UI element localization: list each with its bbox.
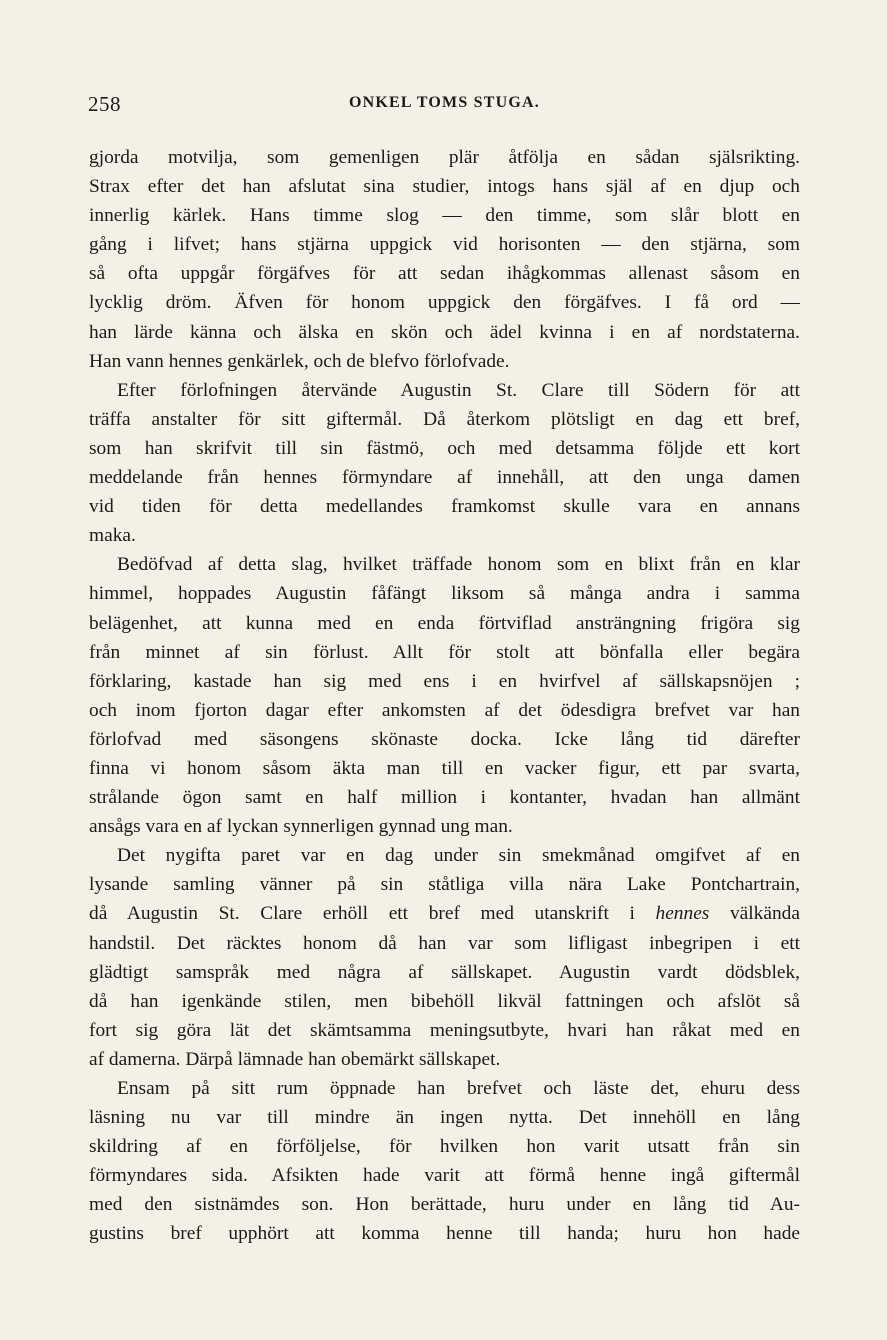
text-line: lycklig dröm. Äfven för honom uppgick den förgäfves. I få ord — — [89, 292, 800, 314]
text-line: maka. — [89, 525, 136, 547]
text-line: af damerna. Därpå lämnade han obemärkt sällskapet. — [89, 1048, 501, 1070]
text-line: finna vi honom såsom äkta man till en vacker figur, ett par svarta, — [89, 757, 800, 779]
text-line: fort sig göra lät det skämtsamma meningsutbyte, hvari han råkat med en — [89, 1019, 800, 1041]
text-line: belägenhet, att kunna med en enda förtviflad ansträngning frigöra sig — [89, 612, 800, 634]
text-line: himmel, hoppades Augustin fåfängt liksom så många andra i samma — [89, 583, 800, 605]
text-line: handstil. Det räcktes honom då han var som lifligast inbegripen i ett — [89, 932, 800, 954]
text-line: ansågs vara en af lyckan synnerligen gynnad ung man. — [89, 816, 513, 838]
text-line: gång i lifvet; hans stjärna uppgick vid horisonten — den stjärna, som — [89, 234, 800, 256]
text-line: Strax efter det han afslutat sina studier, intogs hans själ af en djup och — [89, 176, 800, 198]
italic-word: hennes — [655, 903, 710, 925]
text-line-with-italic — [89, 899, 800, 928]
text-line: och inom fjorton dagar efter ankomsten af det ödesdigra brefvet var han — [89, 699, 800, 721]
text-line: förklaring, kastade han sig med ens i en hvirfvel af sällskapsnöjen ; — [89, 670, 800, 692]
text-line: förmyndares sida. Afsikten hade varit att förmå henne ingå giftermål — [89, 1165, 800, 1187]
text-line: glädtigt samspråk med några af sällskapet. Augustin vardt dödsblek, — [89, 961, 800, 983]
text-line: med den sistnämdes son. Hon berättade, huru under en lång tid Au- — [89, 1194, 800, 1216]
paragraph-first-line: Ensam på sitt rum öppnade han brefvet och läste det, ehuru dess — [117, 1078, 800, 1099]
text-line: vid tiden för detta medellandes framkomst skulle vara en annans — [89, 496, 800, 518]
text-line: som han skrifvit till sin fästmö, och med detsamma följde ett kort — [89, 437, 800, 459]
paragraph-first-line: Bedöfvad af detta slag, hvilket träffade honom som en blixt från en klar — [117, 554, 800, 576]
page-number: 258 — [88, 92, 121, 116]
text-line: förlofvad med säsongens skönaste docka. Icke lång tid därefter — [89, 728, 800, 750]
text-line: han lärde känna och älska en skön och ädel kvinna i en af nordstaterna. — [89, 321, 800, 343]
text-line: då han igenkände stilen, men bibehöll likväl fattningen och afslöt så — [89, 990, 800, 1012]
paragraph-first-line: Efter förlofningen återvände Augustin St. Clare till Södern för att — [117, 379, 800, 401]
paragraph-first-line: Det nygifta paret var en dag under sin smekmånad omgifvet af en — [117, 845, 800, 867]
running-title: ONKEL TOMS STUGA. — [349, 94, 540, 111]
running-head — [88, 92, 801, 118]
text-line: strålande ögon samt en half million i kontanter, hvadan han allmänt — [89, 787, 800, 809]
text-line: träffa anstalter för sitt giftermål. Då återkom plötsligt en dag ett bref, — [89, 408, 800, 430]
text-segment: välkända — [729, 903, 800, 925]
text-line: skildring af en förföljelse, för hvilken hon varit utsatt från sin — [89, 1136, 800, 1158]
text-line: från minnet af sin förlust. Allt för stolt att bönfalla eller begära — [89, 641, 800, 663]
text-line: meddelande från hennes förmyndare af innehåll, att den unga damen — [89, 467, 800, 489]
text-line: innerlig kärlek. Hans timme slog — den timme, som slår blott en — [89, 205, 800, 227]
text-line: så ofta uppgår förgäfves för att sedan ihågkommas allenast såsom en — [89, 263, 800, 285]
text-line: läsning nu var till mindre än ingen nytta. Det innehöll en lång — [89, 1107, 800, 1129]
text-segment: då Augustin St. Clare erhöll ett bref med utanskrift i — [89, 903, 635, 925]
text-line: gjorda motvilja, som gemenligen plär åtfölja en sådan själsrikting. — [89, 147, 800, 168]
text-line: Han vann hennes genkärlek, och de blefvo förlofvade. — [89, 350, 510, 372]
body-text — [89, 143, 800, 1249]
text-line: lysande samling vänner på sin ståtliga villa nära Lake Pontchartrain, — [89, 874, 800, 896]
text-line: gustins bref upphört att komma henne till handa; huru hon hade — [89, 1223, 800, 1245]
